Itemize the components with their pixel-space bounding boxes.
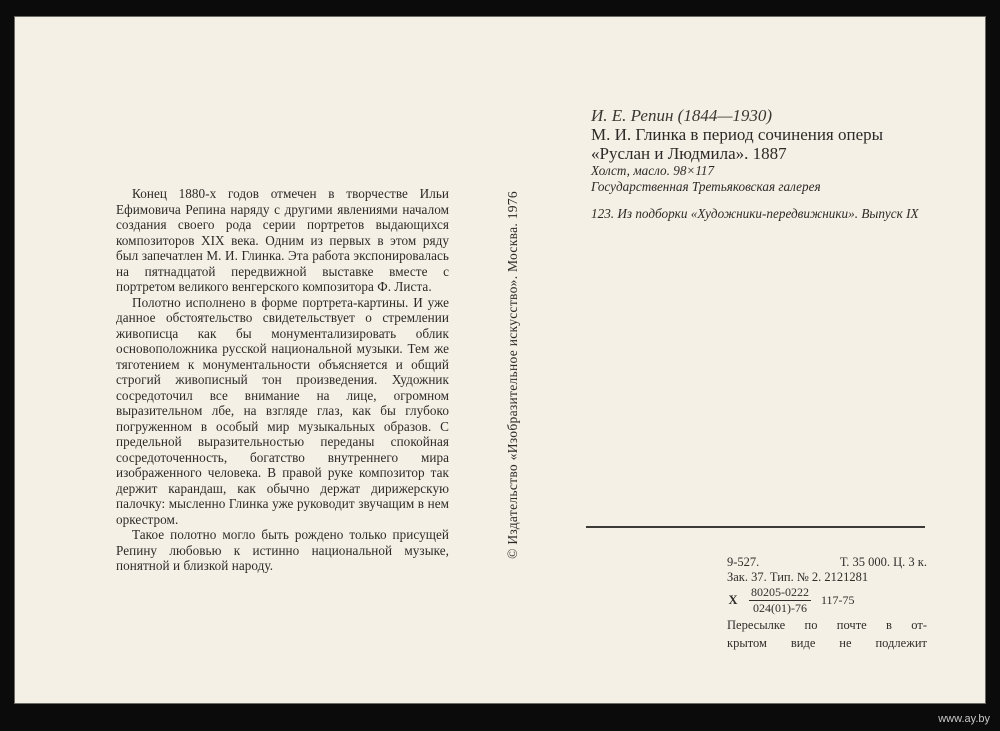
divider-line (586, 526, 925, 528)
postal-note-line-1: Пересылке по почте в от- (727, 618, 927, 632)
description-paragraph-2: Полотно исполнено в форме портрета-картины. И уже данное обстоятельство свидетельствует о стремлении живописца как бы монументализировать облик основоположника русской национальной музыки. Тем же тяготением к монументальности объясняется и общий строгий живописный тон произведения. Художник сосредоточил все внимание на лице, огромном выразительном лбе, на взгляде глаз, как бы глубоко погруженном в особый мир музыкальных образов. С предельной выразительностью переданы спокойная сосредоточенность, богатство внутреннего мира изображенного человека. В правой руке композитор так держит карандаш, как обычно держат дирижерскую палочку: мысленно Глинка уже руководит звучащим в нем оркестром. (116, 294, 449, 527)
museum-name: Государственная Третьяковская галерея (591, 179, 821, 194)
imprint-code: 9-527. (727, 555, 760, 569)
artwork-caption (591, 106, 936, 195)
description-paragraph-1: Конец 1880-х годов отмечен в творчестве Ильи Ефимовича Репина наряду с другими явлениями началом создания своего рода серии портретов выдающихся композиторов XIX века. Одним из первых в этом ряду был запечатлен М. И. Глинка. Эта работа экспонировалась на пятнадцатой передвижной выставке вместе с портретом великого венгерского композитора Ф. Листа. (116, 186, 449, 294)
imprint-circulation: Т. 35 000. Ц. 3 к. (839, 555, 927, 569)
imprint-fraction-row (727, 586, 927, 615)
imprint-fraction (749, 586, 811, 615)
description-text (116, 186, 449, 574)
imprint-denominator: 024(01)-76 (753, 601, 807, 615)
imprint-suffix: 117-75 (821, 593, 855, 607)
series-note: 123. Из подборки «Художники-передвижники». Выпуск IX (591, 206, 919, 221)
watermark: www.ay.by (938, 713, 990, 725)
publisher-vertical: © Издательство «Изобразительное искусство». Москва. 1976 (505, 191, 520, 559)
imprint-numerator: 80205-0222 (751, 585, 809, 599)
description-paragraph-3: Такое полотно могло быть рождено только присущей Репину любовью к истинно национальной музыке, понятной и близкой народу. (116, 527, 449, 573)
artwork-medium: Холст, масло. 98×117 (591, 163, 715, 178)
postal-note-line-2: крытом виде не подлежит (727, 636, 927, 650)
imprint-block (727, 555, 927, 651)
postcard-back (14, 16, 986, 704)
publisher-vertical-container (495, 129, 531, 621)
artwork-title: М. И. Глинка в период сочинения оперы «Руслан и Людмила». 1887 (591, 125, 884, 163)
artist-name: И. Е. Репин (1844—1930) (591, 106, 773, 125)
imprint-line-1 (727, 555, 927, 570)
imprint-line-2: Зак. 37. Тип. № 2. 2121281 (727, 570, 869, 584)
imprint-prefix: Х (728, 593, 738, 607)
